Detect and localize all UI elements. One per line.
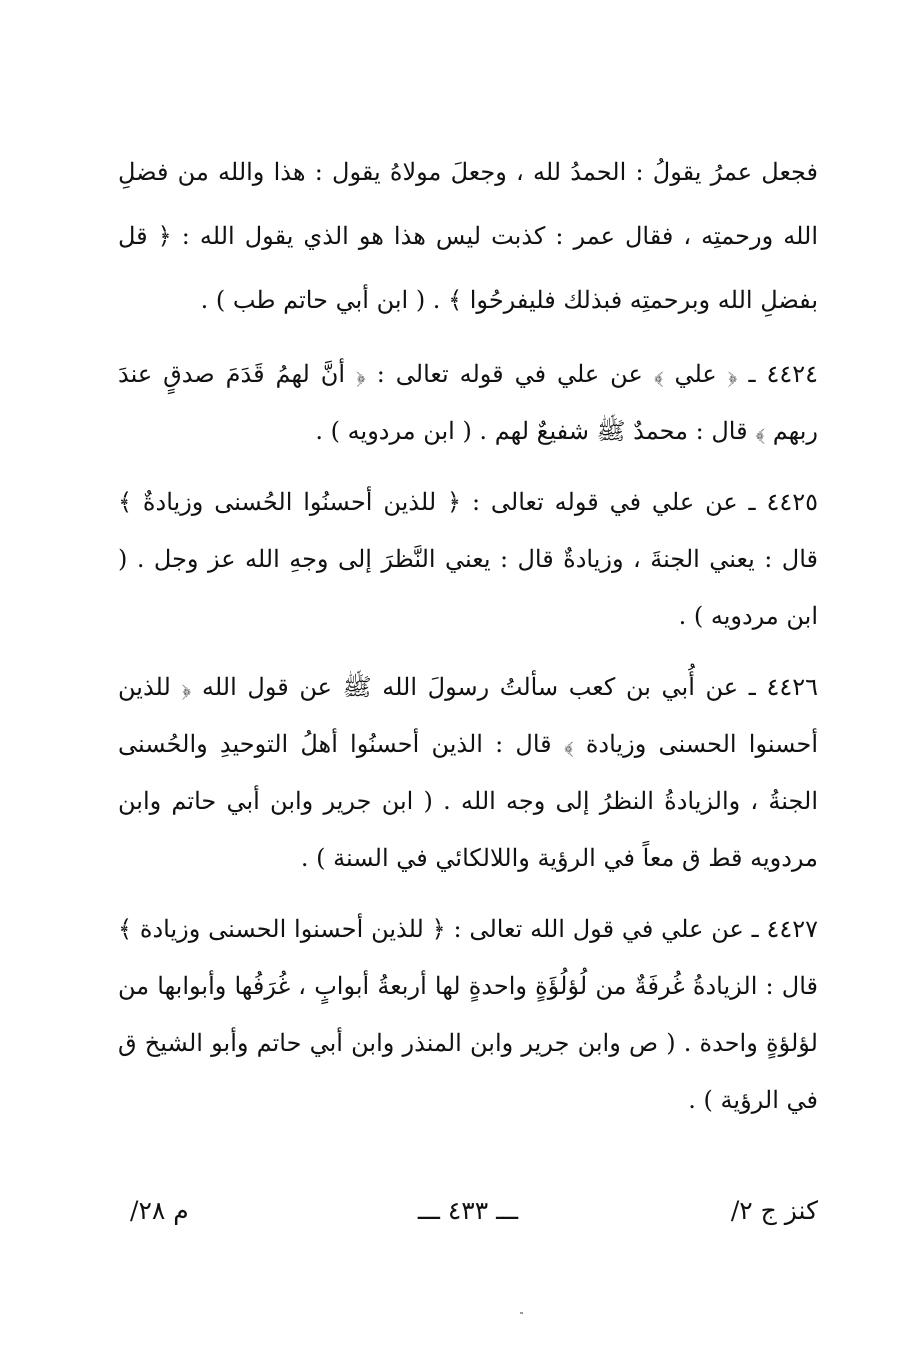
paragraph-continuation: فجعل عمرُ يقولُ : الحمدُ لله ، وجعلَ مولاهُ يقول : هذا والله من فضلِ الله ورحمتِه ، فقال عمر : كذبت ليس هذا هو الذي يقول الله : ﴿ قل بفضلِ الله وبرحمتِه فبذلك فليفرحُوا ﴾ . ( ابن أبي حاتم طب ) . bbox=[118, 158, 818, 314]
hadith-4427: ٤٤٢٧ ـ عن علي في قول الله تعالى : ﴿ للذين أحسنوا الحسنى وزيادة ﴾ قال : الزيادةُ غُرفَةٌ من لُؤلُؤَةٍ واحدةٍ لها أربعةُ أبوابٍ ، غُرَفُها وأبوابها من لؤلؤةٍ واحدة . ( ص وابن جرير وابن المنذر وابن أبي حاتم وأبو الشيخ ق في الرؤية ) . bbox=[118, 915, 818, 1114]
hadith-4426: ٤٤٢٦ ـ عن أُبي بن كعب سألتُ رسولَ الله ﷺ عن قول الله ﴿ للذين أحسنوا الحسنى وزيادة ﴾ قال : الذين أحسنُوا أهلُ التوحيدِ والحُسنى الجنةُ ، والزيادةُ النظرُ إلى وجه الله . ( ابن جرير وابن أبي حاتم وابن مردويه قط ق معاً في الرؤية واللالكائي في السنة ) . bbox=[118, 673, 819, 872]
page-body bbox=[118, 140, 818, 1129]
sheet-signature: م ٢٨/ bbox=[130, 1196, 189, 1225]
scan-speck bbox=[520, 1312, 523, 1314]
hadith-4425: ٤٤٢٥ ـ عن علي في قوله تعالى : ﴿ للذين أحسنُوا الحُسنى وزيادةٌ ﴾ قال : يعني الجنةَ ، وزيادةٌ قال : يعني النَّظرَ إلى وجهِ الله عز وجل . ( ابن مردويه ) . bbox=[118, 488, 819, 630]
book-signature: كنز ج ٢/ bbox=[730, 1196, 818, 1225]
page-number: ـــ ٤٣٣ ـــ bbox=[417, 1196, 519, 1225]
page-footer bbox=[118, 1196, 818, 1236]
hadith-4424: ٤٤٢٤ ـ ﴿ علي ﴾ عن علي في قوله تعالى : ﴿ أنَّ لهمُ قَدَمَ صدقٍ عندَ ربهم ﴾ قال : محمدٌ ﷺ شفيعٌ لهم . ( ابن مردويه ) . bbox=[118, 360, 818, 445]
